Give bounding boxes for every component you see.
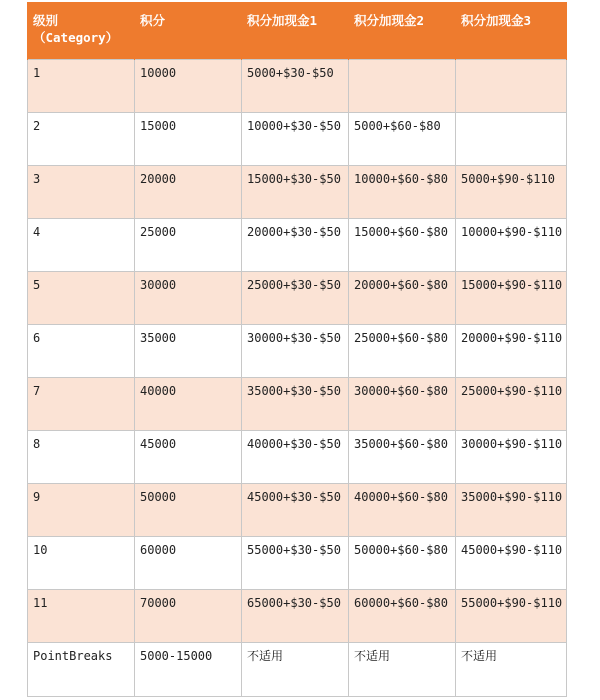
- points-cash-3-cell: [456, 59, 567, 112]
- table-row: [28, 483, 567, 536]
- category-cell: 4: [28, 218, 135, 271]
- points-cell: 45000: [135, 430, 242, 483]
- table-body: [28, 59, 567, 696]
- category-cell: 11: [28, 589, 135, 642]
- table-row: [28, 589, 567, 642]
- points-cash-2-cell: 30000+$60-$80: [349, 377, 456, 430]
- table-row: [28, 430, 567, 483]
- points-cash-1-cell: 不适用: [242, 642, 349, 696]
- points-cell: 30000: [135, 271, 242, 324]
- points-cell: 40000: [135, 377, 242, 430]
- points-cell: 60000: [135, 536, 242, 589]
- category-cell: 2: [28, 112, 135, 165]
- points-cash-2-cell: 15000+$60-$80: [349, 218, 456, 271]
- points-cell: 35000: [135, 324, 242, 377]
- points-cell: 15000: [135, 112, 242, 165]
- points-cell: 20000: [135, 165, 242, 218]
- points-cash-2-cell: 40000+$60-$80: [349, 483, 456, 536]
- category-cell: 3: [28, 165, 135, 218]
- points-cash-1-cell: 20000+$30-$50: [242, 218, 349, 271]
- points-cash-1-cell: 55000+$30-$50: [242, 536, 349, 589]
- points-cell: 5000-15000: [135, 642, 242, 696]
- points-cash-3-cell: 10000+$90-$110: [456, 218, 567, 271]
- points-cash-2-cell: 20000+$60-$80: [349, 271, 456, 324]
- points-redemption-table: [27, 2, 567, 697]
- points-cash-2-cell: 10000+$60-$80: [349, 165, 456, 218]
- points-cell: 70000: [135, 589, 242, 642]
- table-header: [28, 2, 567, 59]
- points-cash-2-cell: 25000+$60-$80: [349, 324, 456, 377]
- points-cash-1-cell: 25000+$30-$50: [242, 271, 349, 324]
- points-cash-3-cell: 不适用: [456, 642, 567, 696]
- points-cash-2-cell: 60000+$60-$80: [349, 589, 456, 642]
- points-cash-1-cell: 40000+$30-$50: [242, 430, 349, 483]
- table-row: [28, 165, 567, 218]
- points-cash-3-cell: [456, 112, 567, 165]
- points-cash-3-cell: 5000+$90-$110: [456, 165, 567, 218]
- header-points-cash-3-label: 积分加现金3: [461, 13, 532, 28]
- header-points-cash-2: [349, 2, 456, 59]
- header-points: [135, 2, 242, 59]
- header-row: [28, 2, 567, 59]
- table-row: [28, 271, 567, 324]
- category-cell: 8: [28, 430, 135, 483]
- category-cell: 1: [28, 59, 135, 112]
- header-category-sublabel: （Category）: [33, 30, 119, 45]
- table-row: [28, 377, 567, 430]
- points-cash-1-cell: 10000+$30-$50: [242, 112, 349, 165]
- points-cash-1-cell: 5000+$30-$50: [242, 59, 349, 112]
- table-row: [28, 642, 567, 696]
- points-cash-1-cell: 65000+$30-$50: [242, 589, 349, 642]
- points-cell: 50000: [135, 483, 242, 536]
- table-row: [28, 536, 567, 589]
- points-cash-3-cell: 30000+$90-$110: [456, 430, 567, 483]
- points-cash-1-cell: 30000+$30-$50: [242, 324, 349, 377]
- points-cash-3-cell: 45000+$90-$110: [456, 536, 567, 589]
- points-cash-3-cell: 25000+$90-$110: [456, 377, 567, 430]
- points-cell: 10000: [135, 59, 242, 112]
- category-cell: 6: [28, 324, 135, 377]
- category-cell: 7: [28, 377, 135, 430]
- header-points-cash-1: [242, 2, 349, 59]
- category-cell: 9: [28, 483, 135, 536]
- header-points-label: 积分: [140, 13, 166, 28]
- points-cash-3-cell: 20000+$90-$110: [456, 324, 567, 377]
- points-cell: 25000: [135, 218, 242, 271]
- points-cash-1-cell: 35000+$30-$50: [242, 377, 349, 430]
- table-row: [28, 218, 567, 271]
- header-category-label: 级别: [33, 13, 59, 28]
- points-cash-3-cell: 15000+$90-$110: [456, 271, 567, 324]
- table-row: [28, 59, 567, 112]
- points-cash-2-cell: [349, 59, 456, 112]
- points-cash-2-cell: 50000+$60-$80: [349, 536, 456, 589]
- category-cell: PointBreaks: [28, 642, 135, 696]
- points-cash-1-cell: 15000+$30-$50: [242, 165, 349, 218]
- header-points-cash-1-label: 积分加现金1: [247, 13, 318, 28]
- points-cash-2-cell: 不适用: [349, 642, 456, 696]
- table-row: [28, 112, 567, 165]
- points-cash-1-cell: 45000+$30-$50: [242, 483, 349, 536]
- table-row: [28, 324, 567, 377]
- points-cash-2-cell: 5000+$60-$80: [349, 112, 456, 165]
- points-cash-3-cell: 35000+$90-$110: [456, 483, 567, 536]
- points-cash-3-cell: 55000+$90-$110: [456, 589, 567, 642]
- header-category: [28, 2, 135, 59]
- header-points-cash-3: [456, 2, 567, 59]
- header-points-cash-2-label: 积分加现金2: [354, 13, 425, 28]
- points-cash-2-cell: 35000+$60-$80: [349, 430, 456, 483]
- category-cell: 10: [28, 536, 135, 589]
- category-cell: 5: [28, 271, 135, 324]
